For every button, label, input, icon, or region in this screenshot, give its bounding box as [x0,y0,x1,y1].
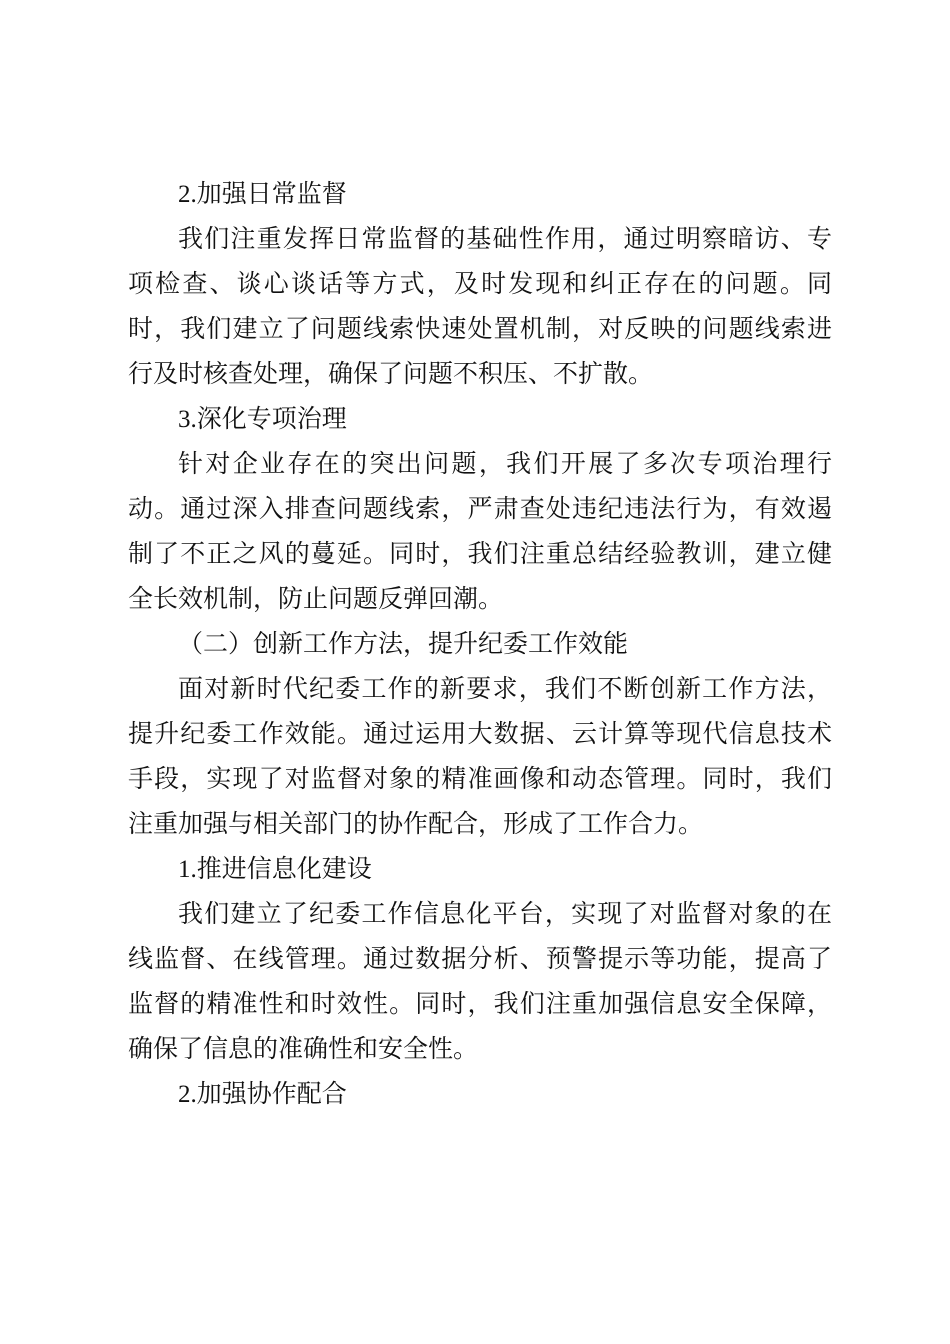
document-body [128,171,832,1116]
subheading-special-governance [128,396,832,441]
paragraph-line: 提升纪委工作效能。通过运用大数据、云计算等现代信息技术 [128,719,832,748]
paragraph-line: 确保了信息的准确性和安全性。 [128,1034,479,1063]
paragraph-line: 针对企业存在的突出问题，我们开展了多次专项治理行 [178,449,832,478]
subheading-text: 加强协作配合 [196,1079,347,1108]
paragraph-line: 注重加强与相关部门的协作配合，形成了工作合力。 [128,809,704,838]
subheading-text: 深化专项治理 [196,404,347,433]
paragraph-line: 我们注重发挥日常监督的基础性作用，通过明察暗访、专 [178,224,832,253]
subheading-number: 3. [178,406,197,433]
subheading-number: 1. [178,856,197,883]
subheading-informatization [128,846,832,891]
subheading-text: 推进信息化建设 [196,854,372,883]
paragraph-line: 制了不正之风的蔓延。同时，我们注重总结经验教训，建立健 [128,539,832,568]
paragraph-line: 行及时核查处理，确保了问题不积压、不扩散。 [128,359,654,388]
paragraph-line: 面对新时代纪委工作的新要求，我们不断创新工作方法， [178,674,832,703]
subheading-number: 2. [178,181,197,208]
subheading-number: 2. [178,1081,197,1108]
paragraph-line: 时，我们建立了问题线索快速处置机制，对反映的问题线索进 [128,314,832,343]
subheading-daily-supervision [128,171,832,216]
section-heading-innovation: （二）创新工作方法，提升纪委工作效能 [178,629,629,658]
paragraph-line: 监督的精准性和时效性。同时，我们注重加强信息安全保障， [128,989,832,1018]
paragraph-line: 全长效机制，防止问题反弹回潮。 [128,584,504,613]
paragraph-line: 我们建立了纪委工作信息化平台，实现了对监督对象的在 [178,899,832,928]
paragraph-line: 项检查、谈心谈话等方式，及时发现和纠正存在的问题。同 [128,269,832,298]
paragraph-line: 动。通过深入排查问题线索，严肃查处违纪违法行为，有效遏 [128,494,832,523]
subheading-text: 加强日常监督 [196,179,347,208]
paragraph-line: 手段，实现了对监督对象的精准画像和动态管理。同时，我们 [128,764,832,793]
paragraph-line: 线监督、在线管理。通过数据分析、预警提示等功能，提高了 [128,944,832,973]
subheading-cooperation [128,1071,832,1116]
